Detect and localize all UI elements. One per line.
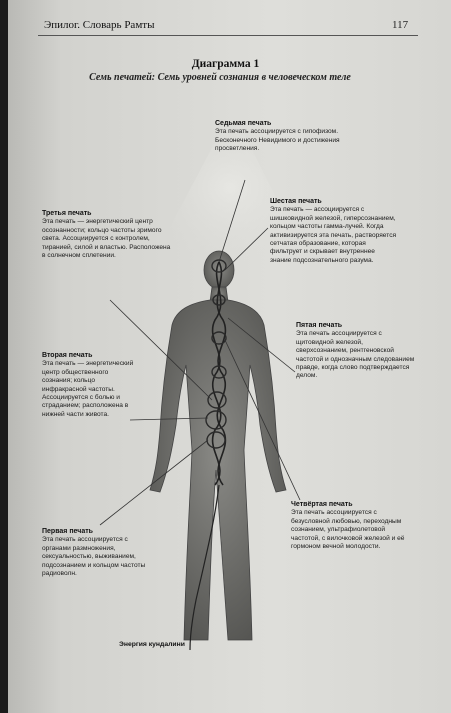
seal-6-note <box>270 198 398 265</box>
seal-2-note <box>42 352 138 419</box>
diagram-subtitle: Семь печатей: Семь уровней сознания в человеческом теле <box>89 72 351 83</box>
seal-4-title: Четвёртая печать <box>291 501 353 508</box>
seal-7-title: Седьмая печать <box>215 120 272 127</box>
seal-5-title: Пятая печать <box>296 322 343 329</box>
page-number: 117 <box>392 19 409 31</box>
seal-2-title: Вторая печать <box>42 352 93 359</box>
seal-7-text: Эта печать ассоциируется с гипофизом. Бесконечного Невидимого и достижения просветления. <box>215 128 340 153</box>
seal-1-title: Первая печать <box>42 528 93 535</box>
seal-4-text: Эта печать ассоциируется с безусловной любовью, переходным сознанием, ультрафиолетовой частотой, с вилочковой железой и её гормоном вечной молодости. <box>291 509 405 551</box>
diagram-title: Диаграмма 1 <box>191 58 260 70</box>
seal-1-text: Эта печать ассоциируется с органами размножения, сексуальностью, выживанием, подсознанием и кольцом частоты радиоволн. <box>42 536 146 578</box>
seal-4-note <box>291 501 411 551</box>
seal-6-title: Шестая печать <box>270 198 322 205</box>
kundalini-label: Энергия кундалини <box>119 641 185 648</box>
running-title: Эпилог. Словарь Рамты <box>44 19 155 31</box>
seal-2-text: Эта печать — энергетический центр общественного сознания; кольцо инфракрасной частоты. Ассоциируется с болью и страданием; расположена в нижней части живота. <box>42 360 134 418</box>
seal-3-note <box>42 210 174 260</box>
seal-6-text: Эта печать — ассоциируется с шишковидной железой, гиперсознанием, кольцом частоты гамма-лучей. Когда активизируется эта печать, растворяется сетчатая образование, которая фильтрует и скрывает внутреннее знание подсознательного разума. <box>270 206 397 264</box>
seal-5-note <box>296 322 416 381</box>
seal-3-text: Эта печать — энергетический центр осознанности; кольцо частоты зримого света. Ассоциируется с контролем, тиранией, силой и властью. Расположена в солнечном сплетении. <box>42 218 171 260</box>
seal-7-note <box>215 120 375 154</box>
seal-5-text: Эта печать ассоциируется с щитовидной железой, сверхсознанием, рентгеновской частотой и однозначным следованием правде, когда слово подтверждается делом. <box>296 330 415 380</box>
seal-3-title: Третья печать <box>42 210 92 217</box>
seal-1-note <box>42 528 148 578</box>
